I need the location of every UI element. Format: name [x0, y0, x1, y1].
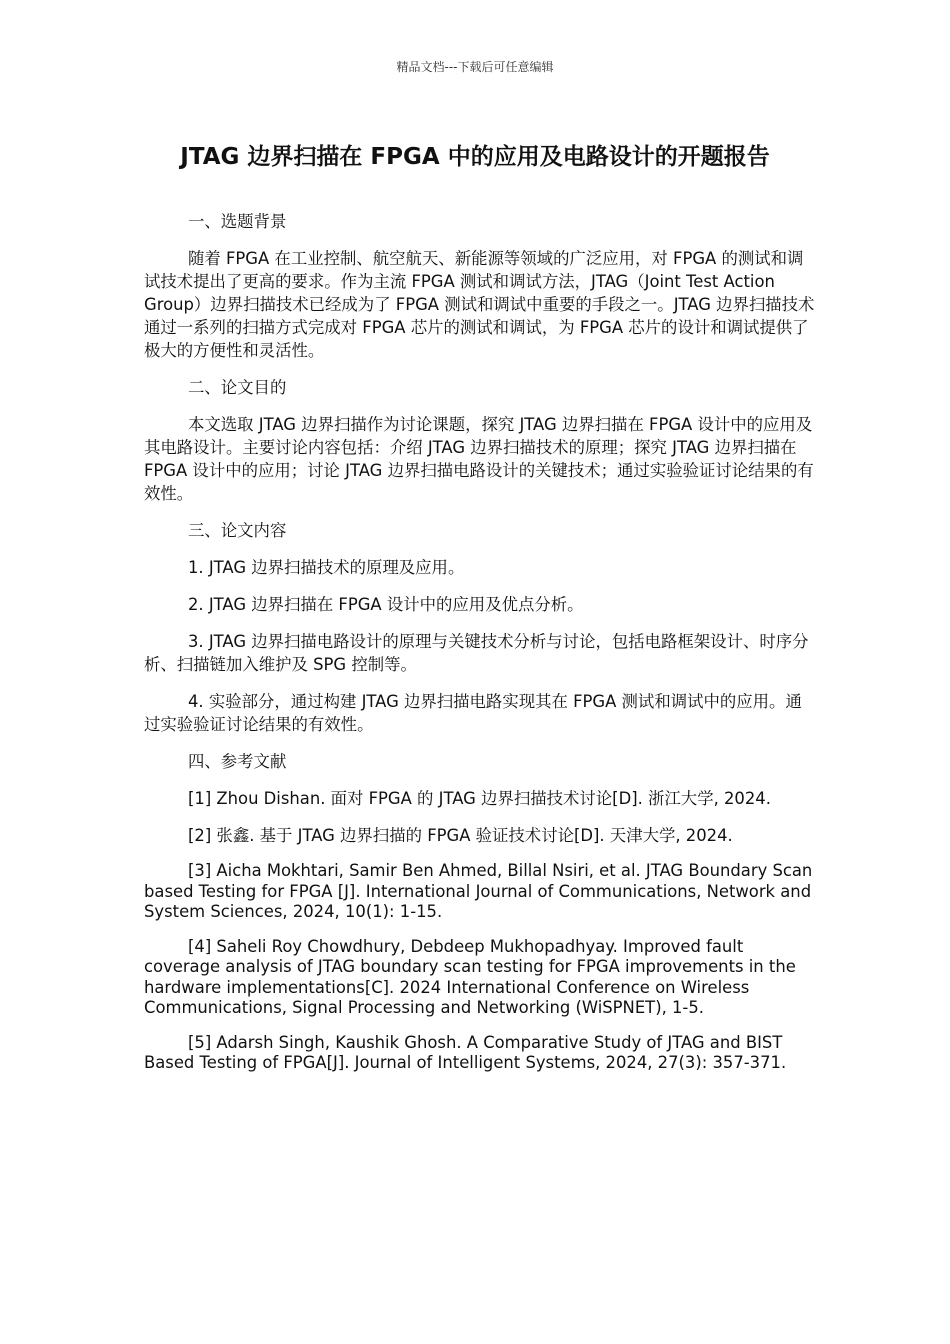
- section-heading-purpose: 二、论文目的: [188, 378, 287, 397]
- reference-item-5: [5] Adarsh Singh, Kaushik Ghosh. A Comparative Study of JTAG and BIST Based Testing of FPGA[J]. Journal of Intelligent Systems, 2024, 27(3): 357-371.: [144, 1032, 787, 1072]
- paragraph-purpose: 本文选取 JTAG 边界扫描作为讨论课题，探究 JTAG 边界扫描在 FPGA 设计中的应用及其电路设计。主要讨论内容包括：介绍 JTAG 边界扫描技术的原理；探究 JTAG 边界扫描在 FPGA 设计中的应用；讨论 JTAG 边界扫描电路设计的关键技术；通过实验验证讨论结果的有效性。: [144, 415, 814, 503]
- paragraph-background: 随着 FPGA 在工业控制、航空航天、新能源等领域的广泛应用，对 FPGA 的测试和调试技术提出了更高的要求。作为主流 FPGA 测试和调试方法，JTAG（Joint Test Action Group）边界扫描技术已经成为了 FPGA 测试和调试中重要的手段之一。JTAG 边界扫描技术通过一系列的扫描方式完成对 FPGA 芯片的测试和调试，为 FPGA 芯片的设计和调试提供了极大的方便性和灵活性。: [144, 249, 815, 360]
- reference-item-3: [3] Aicha Mokhtari, Samir Ben Ahmed, Billal Nsiri, et al. JTAG Boundary Scan based Testing for FPGA [J]. International Journal of Communications, Network and System Sciences, 2024, 10(1): 1-15.: [144, 861, 813, 921]
- reference-item-4: [4] Saheli Roy Chowdhury, Debdeep Mukhopadhyay. Improved fault coverage analysis of JTAG boundary scan testing for FPGA improvements in the hardware implementations[C]. 2024 International Conference on Wireless Communications, Signal Processing and Networking (WiSPNET), 1-5.: [144, 936, 796, 1017]
- content-item-1: 1. JTAG 边界扫描技术的原理及应用。: [188, 558, 465, 577]
- content-item-3: 3. JTAG 边界扫描电路设计的原理与关键技术分析与讨论，包括电路框架设计、时序分析、扫描链加入维护及 SPG 控制等。: [144, 632, 809, 674]
- section-heading-background: 一、选题背景: [188, 212, 287, 231]
- section-heading-content: 三、论文内容: [188, 521, 287, 540]
- document-title: JTAG 边界扫描在 FPGA 中的应用及电路设计的开题报告: [180, 144, 770, 170]
- section-heading-references: 四、参考文献: [188, 752, 287, 771]
- content-item-4: 4. 实验部分，通过构建 JTAG 边界扫描电路实现其在 FPGA 测试和调试中的应用。通过实验验证讨论结果的有效性。: [144, 692, 802, 734]
- reference-item-1: [1] Zhou Dishan. 面对 FPGA 的 JTAG 边界扫描技术讨论[D]. 浙江大学, 2024.: [188, 789, 771, 808]
- content-item-2: 2. JTAG 边界扫描在 FPGA 设计中的应用及优点分析。: [188, 595, 584, 614]
- header-note: 精品文档---下载后可任意编辑: [396, 60, 554, 74]
- document-body: [144, 210, 816, 1088]
- reference-item-2: [2] 张鑫. 基于 JTAG 边界扫描的 FPGA 验证技术讨论[D]. 天津大学, 2024.: [188, 826, 733, 845]
